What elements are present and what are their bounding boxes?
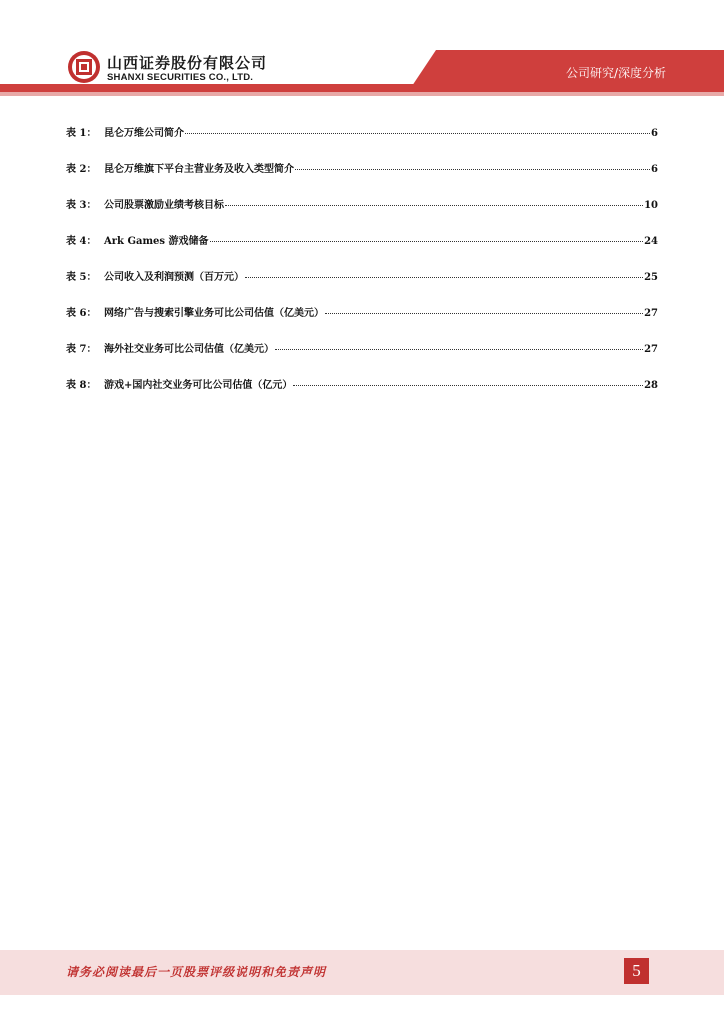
toc-entry[interactable] bbox=[66, 376, 658, 412]
dot-leader bbox=[210, 241, 644, 242]
toc-entry-title: Ark Games 游戏储备 bbox=[104, 236, 209, 247]
company-logo-icon bbox=[67, 50, 101, 84]
report-type-label: 公司研究/深度分析 bbox=[565, 66, 666, 80]
header-band bbox=[0, 0, 724, 100]
dot-leader bbox=[325, 313, 643, 314]
page-header bbox=[0, 0, 724, 100]
dot-leader bbox=[295, 169, 650, 170]
toc-entry-number: 表 2： bbox=[66, 164, 97, 175]
toc-entry-page: 6 bbox=[651, 128, 658, 139]
disclaimer-notice: 请务必阅读最后一页股票评级说明和免责声明 bbox=[66, 965, 327, 979]
toc-entry[interactable] bbox=[66, 268, 658, 304]
toc-entry-page: 27 bbox=[644, 344, 658, 355]
dot-leader bbox=[245, 277, 643, 278]
page-number: 5 bbox=[624, 958, 649, 984]
toc-entry[interactable] bbox=[66, 196, 658, 232]
toc-entry-page: 25 bbox=[644, 272, 658, 283]
page-footer bbox=[0, 950, 724, 995]
dot-leader bbox=[185, 133, 650, 134]
toc-entry-number: 表 3： bbox=[66, 200, 97, 211]
toc-entry[interactable] bbox=[66, 340, 658, 376]
toc-entry-number: 表 1： bbox=[66, 128, 97, 139]
company-name-cn: 山西证券股份有限公司 bbox=[107, 54, 268, 72]
dot-leader bbox=[275, 349, 643, 350]
toc-entry-page: 10 bbox=[644, 200, 658, 211]
toc-entry-number: 表 6： bbox=[66, 308, 97, 319]
toc-entry-number: 表 8： bbox=[66, 380, 97, 391]
table-of-tables bbox=[66, 124, 658, 412]
toc-entry-title: 游戏+国内社交业务可比公司估值（亿元） bbox=[104, 380, 293, 391]
toc-entry-page: 28 bbox=[644, 380, 658, 391]
toc-entry-page: 6 bbox=[651, 164, 658, 175]
dot-leader bbox=[293, 385, 643, 386]
toc-entry[interactable] bbox=[66, 232, 658, 268]
toc-entry[interactable] bbox=[66, 160, 658, 196]
toc-entry-title: 公司股票激励业绩考核目标 bbox=[104, 200, 224, 211]
toc-entry-number: 表 7： bbox=[66, 344, 97, 355]
toc-entry-number: 表 5： bbox=[66, 272, 97, 283]
toc-entry[interactable] bbox=[66, 124, 658, 160]
toc-entry-number: 表 4： bbox=[66, 236, 97, 247]
toc-entry-title: 海外社交业务可比公司估值（亿美元） bbox=[104, 344, 274, 355]
toc-entry[interactable] bbox=[66, 304, 658, 340]
toc-entry-title: 昆仑万维公司简介 bbox=[104, 128, 184, 139]
toc-entry-title: 网络广告与搜索引擎业务可比公司估值（亿美元） bbox=[104, 308, 324, 319]
toc-entry-title: 昆仑万维旗下平台主营业务及收入类型简介 bbox=[104, 164, 294, 175]
company-name-en: SHANXI SECURITIES CO., LTD. bbox=[107, 72, 254, 83]
toc-entry-page: 24 bbox=[644, 236, 658, 247]
toc-entry-title: 公司收入及利润预测（百万元） bbox=[104, 272, 244, 283]
dot-leader bbox=[225, 205, 643, 206]
toc-entry-page: 27 bbox=[644, 308, 658, 319]
